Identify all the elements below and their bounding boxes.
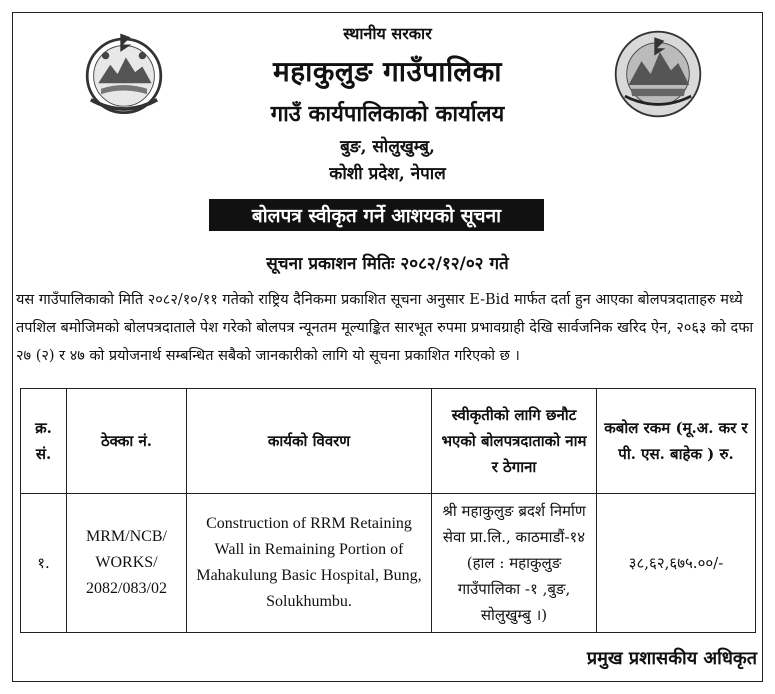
organization-name: महाकुलुङ गाउँपालिका <box>273 55 502 88</box>
table-row <box>21 494 756 633</box>
bid-table <box>20 388 756 633</box>
cell-sn: १. <box>21 494 67 633</box>
address-line-2: कोशी प्रदेश, नेपाल <box>329 164 446 184</box>
col-header-amount: कबोल रकम (मू.अ. कर र पी. एस. बाहेक ) रु. <box>597 389 756 494</box>
col-header-sn: क्र. सं. <box>21 389 67 494</box>
notice-title: बोलपत्र स्वीकृत गर्ने आशयको सूचना <box>209 199 544 231</box>
government-tier: स्थानीय सरकार <box>343 24 432 43</box>
col-header-description: कार्यको विवरण <box>187 389 432 494</box>
cell-contract-no: MRM/NCB/ WORKS/ 2082/083/02 <box>67 494 187 633</box>
signature-title: प्रमुख प्रशासकीय अधिकृत <box>586 648 757 669</box>
cell-description: Construction of RRM Retaining Wall in Remaining Portion of Mahakulung Basic Hospital, Bung, Solukhumbu. <box>187 494 432 633</box>
cell-amount: ३८,६२,६७५.००/- <box>597 494 756 633</box>
address-line-1: बुङ, सोलुखुम्बु, <box>340 137 435 157</box>
office-name: गाउँ कार्यपालिकाको कार्यालय <box>270 101 505 127</box>
publication-date: सूचना प्रकाशन मितिः २०८२/१२/०२ गते <box>266 254 509 274</box>
col-header-bidder: स्वीकृतीको लागि छनौट भएको बोलपत्रदाताको नाम र ठेगाना <box>432 389 597 494</box>
col-header-contract-no: ठेक्का नं. <box>67 389 187 494</box>
notice-body: यस गाउँपालिकाको मिति २०८२/१०/११ गतेको राष्ट्रिय दैनिकमा प्रकाशित सूचना अनुसार E-Bid मार्फत दर्ता हुन आएका बोलपत्रदाताहरु मध्ये तपशिल बमोजिमको बोलपत्रदाताले पेश गरेको बोलपत्र न्यूनतम मूल्याङ्कित सारभूत रुपमा प्रभावग्राही देखि सार्वजनिक खरिद ऐन, २०६३ को दफा २७ (२) र ४७ को प्रयोजनार्थ सम्बन्धित सबैको जानकारीको लागि यो सूचना प्रकाशित गरिएको छ । <box>16 292 754 364</box>
cell-bidder: श्री महाकुलुङ ब्रदर्श निर्माण सेवा प्रा.लि., काठमाडौं-१४ (हाल : महाकुलुङ गाउँपालिका -१ ,बुङ, सोलुखुम्बु ।) <box>432 494 597 633</box>
table-header-row <box>21 389 756 494</box>
